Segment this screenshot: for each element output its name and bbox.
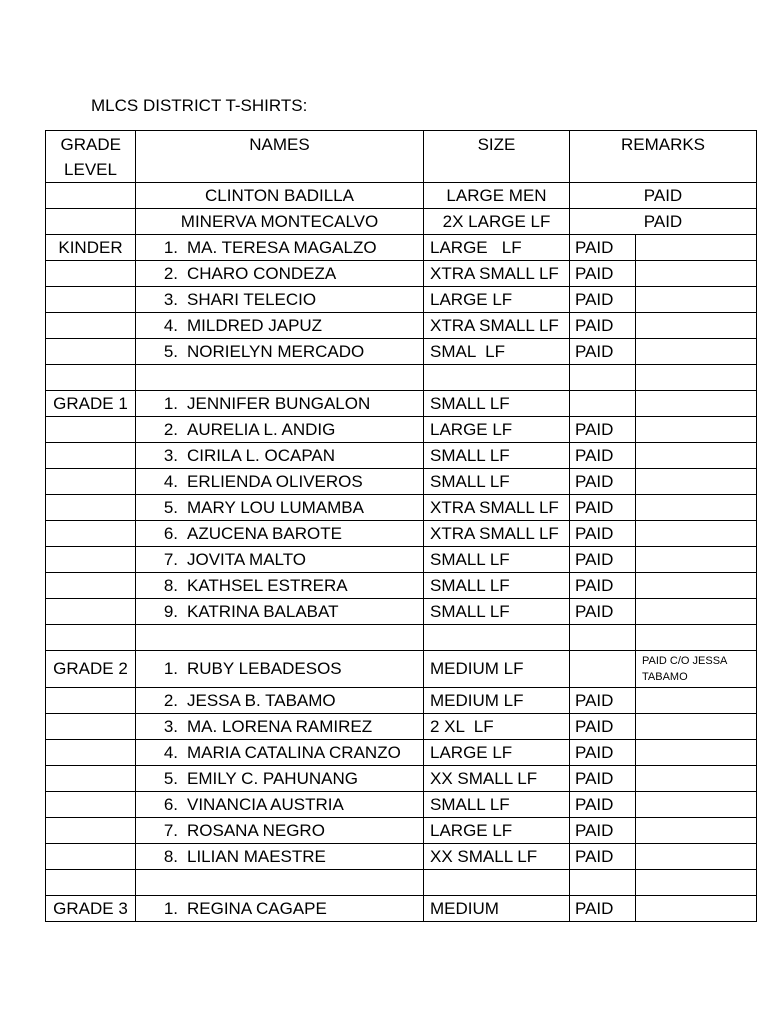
row-number: 2. xyxy=(163,419,178,439)
size-cell: XTRA SMALL LF xyxy=(424,261,570,287)
remarks-note xyxy=(636,261,757,287)
row-number: 7. xyxy=(163,549,178,569)
name-cell xyxy=(136,495,424,521)
person-name: SHARI TELECIO xyxy=(187,289,317,309)
table-row xyxy=(46,688,757,714)
remarks-note xyxy=(636,573,757,599)
blank-row xyxy=(46,625,757,651)
row-number: 2. xyxy=(163,690,178,710)
remarks-note xyxy=(636,469,757,495)
remarks-note xyxy=(636,740,757,766)
person-name: VINANCIA AUSTRIA xyxy=(187,794,344,814)
header-remarks: REMARKS xyxy=(570,131,757,183)
table-row xyxy=(46,495,757,521)
payment-status: PAID xyxy=(570,495,636,521)
empty-cell xyxy=(46,365,136,391)
person-name: JESSA B. TABAMO xyxy=(187,690,336,710)
table-row xyxy=(46,469,757,495)
table-row xyxy=(46,209,757,235)
payment-status: PAID xyxy=(570,235,636,261)
payment-status: PAID xyxy=(570,469,636,495)
grade-cell: GRADE 2 xyxy=(46,651,136,688)
remarks-note xyxy=(636,339,757,365)
payment-status: PAID xyxy=(570,688,636,714)
empty-cell xyxy=(636,365,757,391)
empty-cell xyxy=(424,870,570,896)
grade-cell xyxy=(46,599,136,625)
name-cell xyxy=(136,818,424,844)
payment-status: PAID xyxy=(570,599,636,625)
empty-cell xyxy=(570,625,636,651)
grade-cell xyxy=(46,495,136,521)
blank-row xyxy=(46,365,757,391)
size-cell: SMALL LF xyxy=(424,391,570,417)
payment-status: PAID xyxy=(570,521,636,547)
table-row xyxy=(46,391,757,417)
empty-cell xyxy=(136,365,424,391)
person-name: KATRINA BALABAT xyxy=(187,601,339,621)
size-cell: MEDIUM xyxy=(424,896,570,922)
payment-status: PAID xyxy=(570,792,636,818)
remarks-note xyxy=(636,818,757,844)
size-cell: LARGE MEN xyxy=(424,183,570,209)
empty-cell xyxy=(46,625,136,651)
person-name: JOVITA MALTO xyxy=(187,549,307,569)
row-number: 4. xyxy=(163,471,178,491)
row-number: 8. xyxy=(163,846,178,866)
row-number: 4. xyxy=(163,742,178,762)
size-cell: SMALL LF xyxy=(424,792,570,818)
row-number: 9. xyxy=(163,601,178,621)
remarks-note xyxy=(636,688,757,714)
remarks-note xyxy=(636,495,757,521)
remarks-note xyxy=(636,844,757,870)
person-name: EMILY C. PAHUNANG xyxy=(187,768,358,788)
table-row xyxy=(46,818,757,844)
person-name: MA. LORENA RAMIREZ xyxy=(187,716,373,736)
table-row xyxy=(46,547,757,573)
row-number: 5. xyxy=(163,768,178,788)
person-name: CIRILA L. OCAPAN xyxy=(187,445,336,465)
row-number: 8. xyxy=(163,575,178,595)
size-cell: XTRA SMALL LF xyxy=(424,521,570,547)
grade-cell: GRADE 3 xyxy=(46,896,136,922)
name-cell xyxy=(136,417,424,443)
name-cell: CLINTON BADILLA xyxy=(136,183,424,209)
empty-cell xyxy=(424,365,570,391)
size-cell: XX SMALL LF xyxy=(424,766,570,792)
name-cell xyxy=(136,521,424,547)
payment-status: PAID xyxy=(570,547,636,573)
remarks-note xyxy=(636,443,757,469)
size-cell: LARGE LF xyxy=(424,818,570,844)
empty-cell xyxy=(570,870,636,896)
table-row xyxy=(46,339,757,365)
remarks-note: PAID C/O JESSA TABAMO xyxy=(636,651,757,688)
grade-cell xyxy=(46,287,136,313)
row-number: 4. xyxy=(163,315,178,335)
grade-cell xyxy=(46,792,136,818)
remarks-cell: PAID xyxy=(570,183,757,209)
row-number: 2. xyxy=(163,263,178,283)
remarks-note xyxy=(636,599,757,625)
payment-status xyxy=(570,391,636,417)
remarks-note xyxy=(636,313,757,339)
name-cell xyxy=(136,844,424,870)
table-row xyxy=(46,287,757,313)
remarks-note xyxy=(636,391,757,417)
person-name: LILIAN MAESTRE xyxy=(187,846,326,866)
name-cell xyxy=(136,651,424,688)
person-name: JENNIFER BUNGALON xyxy=(187,393,371,413)
payment-status: PAID xyxy=(570,287,636,313)
table-row xyxy=(46,417,757,443)
empty-cell xyxy=(424,625,570,651)
table-row xyxy=(46,313,757,339)
grade-cell xyxy=(46,209,136,235)
grade-cell xyxy=(46,714,136,740)
size-cell: SMALL LF xyxy=(424,469,570,495)
grade-cell xyxy=(46,521,136,547)
row-number: 6. xyxy=(163,794,178,814)
name-cell: MINERVA MONTECALVO xyxy=(136,209,424,235)
grade-cell xyxy=(46,547,136,573)
payment-status: PAID xyxy=(570,261,636,287)
table-row xyxy=(46,599,757,625)
tshirt-table xyxy=(45,130,757,922)
payment-status: PAID xyxy=(570,339,636,365)
size-cell: SMAL LF xyxy=(424,339,570,365)
document-title: MLCS DISTRICT T-SHIRTS: xyxy=(91,96,308,115)
name-cell xyxy=(136,766,424,792)
name-cell xyxy=(136,573,424,599)
name-cell xyxy=(136,688,424,714)
empty-cell xyxy=(570,365,636,391)
size-cell: SMALL LF xyxy=(424,599,570,625)
table-row xyxy=(46,844,757,870)
empty-cell xyxy=(136,625,424,651)
grade-cell xyxy=(46,688,136,714)
name-cell xyxy=(136,896,424,922)
table-row xyxy=(46,261,757,287)
remarks-note xyxy=(636,287,757,313)
payment-status: PAID xyxy=(570,313,636,339)
person-name: ROSANA NEGRO xyxy=(187,820,325,840)
remarks-note xyxy=(636,235,757,261)
row-number: 6. xyxy=(163,523,178,543)
size-cell: LARGE LF xyxy=(424,417,570,443)
remarks-note xyxy=(636,547,757,573)
name-cell xyxy=(136,792,424,818)
person-name: MARIA CATALINA CRANZO xyxy=(187,742,401,762)
name-cell xyxy=(136,287,424,313)
empty-cell xyxy=(136,870,424,896)
payment-status: PAID xyxy=(570,573,636,599)
row-number: 3. xyxy=(163,716,178,736)
person-name: RUBY LEBADESOS xyxy=(187,659,342,678)
table-row xyxy=(46,183,757,209)
payment-status: PAID xyxy=(570,766,636,792)
size-cell: MEDIUM LF xyxy=(424,651,570,688)
name-cell xyxy=(136,235,424,261)
size-cell: LARGE LF xyxy=(424,287,570,313)
grade-cell xyxy=(46,573,136,599)
table-row xyxy=(46,896,757,922)
row-number: 3. xyxy=(163,445,178,465)
empty-cell xyxy=(636,625,757,651)
grade-cell xyxy=(46,469,136,495)
name-cell xyxy=(136,339,424,365)
row-number: 1. xyxy=(163,898,178,918)
person-name: MA. TERESA MAGALZO xyxy=(187,237,377,257)
row-number: 5. xyxy=(163,497,178,517)
row-number: 1. xyxy=(163,659,178,678)
name-cell xyxy=(136,547,424,573)
table-header-row xyxy=(46,131,757,183)
remarks-note xyxy=(636,417,757,443)
name-cell xyxy=(136,391,424,417)
payment-status: PAID xyxy=(570,443,636,469)
person-name: AZUCENA BAROTE xyxy=(187,523,342,543)
row-number: 5. xyxy=(163,341,178,361)
table-row xyxy=(46,573,757,599)
grade-cell: GRADE 1 xyxy=(46,391,136,417)
name-cell xyxy=(136,469,424,495)
size-cell: XTRA SMALL LF xyxy=(424,495,570,521)
payment-status xyxy=(570,651,636,688)
table-row xyxy=(46,766,757,792)
grade-cell: KINDER xyxy=(46,235,136,261)
grade-cell xyxy=(46,818,136,844)
remarks-cell: PAID xyxy=(570,209,757,235)
header-grade-level xyxy=(46,131,136,183)
size-cell: LARGE LF xyxy=(424,740,570,766)
table-row xyxy=(46,651,757,688)
size-cell: XTRA SMALL LF xyxy=(424,313,570,339)
header-names: NAMES xyxy=(136,131,424,183)
person-name: AURELIA L. ANDIG xyxy=(187,419,336,439)
size-cell: 2X LARGE LF xyxy=(424,209,570,235)
person-name: MARY LOU LUMAMBA xyxy=(187,497,364,517)
remarks-note xyxy=(636,714,757,740)
row-number: 3. xyxy=(163,289,178,309)
table-row xyxy=(46,521,757,547)
table-row xyxy=(46,792,757,818)
person-name: MILDRED JAPUZ xyxy=(187,315,323,335)
size-cell: SMALL LF xyxy=(424,547,570,573)
size-cell: XX SMALL LF xyxy=(424,844,570,870)
size-cell: 2 XL LF xyxy=(424,714,570,740)
person-name: KATHSEL ESTRERA xyxy=(187,575,348,595)
table-row xyxy=(46,714,757,740)
remarks-note xyxy=(636,521,757,547)
table-row xyxy=(46,443,757,469)
header-size: SIZE xyxy=(424,131,570,183)
empty-cell xyxy=(46,870,136,896)
table-row xyxy=(46,740,757,766)
size-cell: LARGE LF xyxy=(424,235,570,261)
name-cell xyxy=(136,313,424,339)
grade-cell xyxy=(46,844,136,870)
grade-cell xyxy=(46,261,136,287)
person-name: NORIELYN MERCADO xyxy=(187,341,365,361)
empty-cell xyxy=(636,870,757,896)
payment-status: PAID xyxy=(570,714,636,740)
grade-cell xyxy=(46,740,136,766)
grade-cell xyxy=(46,443,136,469)
payment-status: PAID xyxy=(570,818,636,844)
row-number: 1. xyxy=(163,237,178,257)
person-name: REGINA CAGAPE xyxy=(187,898,327,918)
size-cell: SMALL LF xyxy=(424,573,570,599)
table-body xyxy=(46,183,757,922)
grade-cell xyxy=(46,417,136,443)
payment-status: PAID xyxy=(570,417,636,443)
blank-row xyxy=(46,870,757,896)
payment-status: PAID xyxy=(570,844,636,870)
person-name: CHARO CONDEZA xyxy=(187,263,337,283)
name-cell xyxy=(136,261,424,287)
grade-cell xyxy=(46,183,136,209)
grade-cell xyxy=(46,766,136,792)
row-number: 7. xyxy=(163,820,178,840)
table-row xyxy=(46,235,757,261)
payment-status: PAID xyxy=(570,896,636,922)
remarks-note xyxy=(636,766,757,792)
row-number: 1. xyxy=(163,393,178,413)
grade-cell xyxy=(46,313,136,339)
payment-status: PAID xyxy=(570,740,636,766)
remarks-note xyxy=(636,896,757,922)
person-name: ERLIENDA OLIVEROS xyxy=(187,471,363,491)
name-cell xyxy=(136,443,424,469)
grade-cell xyxy=(46,339,136,365)
size-cell: SMALL LF xyxy=(424,443,570,469)
name-cell xyxy=(136,714,424,740)
size-cell: MEDIUM LF xyxy=(424,688,570,714)
remarks-note xyxy=(636,792,757,818)
name-cell xyxy=(136,599,424,625)
header-grade-label: GRADE LEVEL xyxy=(60,135,121,179)
name-cell xyxy=(136,740,424,766)
